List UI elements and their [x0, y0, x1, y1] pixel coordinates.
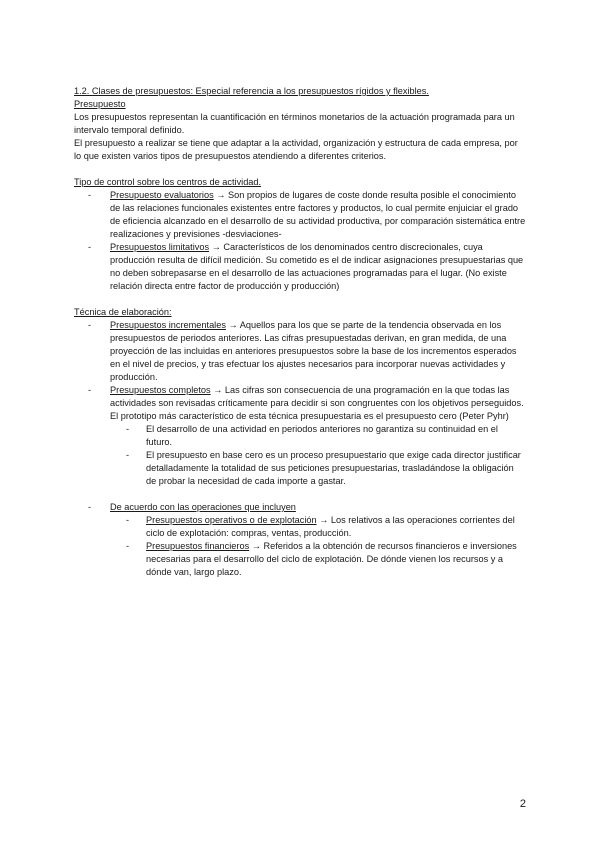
sub-list-item	[74, 449, 526, 488]
sub-list-item	[74, 423, 526, 449]
definition: → Los relativos a las operaciones corrientes del ciclo de explotación: compras, ventas, producción.	[146, 515, 515, 538]
list-item	[74, 384, 526, 423]
definition: → Son propios de lugares de coste donde resulta posible el conocimiento de las relaciones funcionales existentes entre factores y productos, lo cual permite enjuiciar el grado de eficiencia alcanzado en el desarrollo de su actividad productiva, por comparación sistemática entre realizaciones y previsiones -desviaciones-	[110, 190, 526, 239]
intro-paragraph-1: Los presupuestos representan la cuantificación en términos monetarios de la actuación programada para un intervalo temporal definido.	[74, 112, 515, 135]
list-dash: -	[126, 515, 130, 525]
intro-paragraph-2: El presupuesto a realizar se tiene que adaptar a la actividad, organización y estructura de cada empresa, por lo que existen varios tipos de presupuestos atendiendo a diferentes criterios.	[74, 138, 518, 161]
tecnica-section-title: Técnica de elaboración:	[74, 307, 172, 317]
definition: → Característicos de los denominados centro discrecionales, cuya producción resulta de difícil medición. Su cometido es el de indicar asignaciones presupuestarias que no deben sobrepasarse en el desarrollo de las actuaciones programadas para el lugar. (No existe relación directa entre factor de producción y producción)	[110, 242, 524, 291]
list-item	[74, 501, 526, 514]
term: Presupuestos financieros	[146, 541, 250, 551]
sub-list-item	[74, 514, 526, 540]
list-dash: -	[126, 541, 130, 551]
term: Presupuestos incrementales	[110, 320, 226, 330]
definition: → Las cifras son consecuencia de una programación en la que todas las actividades son revisadas críticamente para decidir si son congruentes con los objetivos perseguidos. El prototipo más característico de esta técnica presupuestaria es el presupuesto cero (Peter Pyhr)	[110, 385, 524, 421]
list-dash: -	[88, 242, 92, 252]
list-item	[74, 189, 526, 241]
term: Presupuestos operativos o de explotación	[146, 515, 317, 525]
term: Presupuestos limitativos	[110, 242, 210, 252]
definition: → Aquellos para los que se parte de la tendencia observada en los presupuestos de periodos anteriores. Las cifras presupuestadas derivan, en gran medida, de una proyección de las incluidas en anteriores presupuestos sobre la base de los incrementos esperados en el nivel de precios, y tras efectuar los ajustes necesarios para incorporar nuevas actividades y producción.	[110, 320, 517, 382]
sub-item-text: El desarrollo de una actividad en periodos anteriores no garantiza su continuidad en el futuro.	[146, 424, 498, 447]
list-dash: -	[88, 320, 92, 330]
list-dash: -	[88, 502, 92, 512]
document-page	[74, 85, 526, 579]
list-item	[74, 319, 526, 384]
page-number: 2	[519, 798, 526, 810]
definition: → Referidos a la obtención de recursos financieros e inversiones necesarias para el desarrollo del ciclo de explotación. De dónde vienen los recursos y a dónde van, largo plazo.	[146, 541, 517, 577]
operaciones-section-title: De acuerdo con las operaciones que incluyen	[110, 502, 296, 512]
list-dash: -	[126, 424, 130, 434]
list-dash: -	[126, 450, 130, 460]
sub-item-text: El presupuesto en base cero es un proceso presupuestario que exige cada director justificar detalladamente la totalidad de sus peticiones presupuestarias, trasladándose la obligación de probar la necesidad de cada importe a gastar.	[146, 450, 521, 486]
control-section-title: Tipo de control sobre los centros de actividad.	[74, 177, 262, 187]
list-dash: -	[88, 190, 92, 200]
term: Presupuesto evaluatorios	[110, 190, 214, 200]
term: Presupuestos completos	[110, 385, 211, 395]
sub-list-item	[74, 540, 526, 579]
section-heading: 1.2. Clases de presupuestos: Especial referencia a los presupuestos rígidos y flexibles.	[74, 86, 429, 96]
list-item	[74, 241, 526, 293]
subheading: Presupuesto	[74, 99, 126, 109]
list-dash: -	[88, 385, 92, 395]
